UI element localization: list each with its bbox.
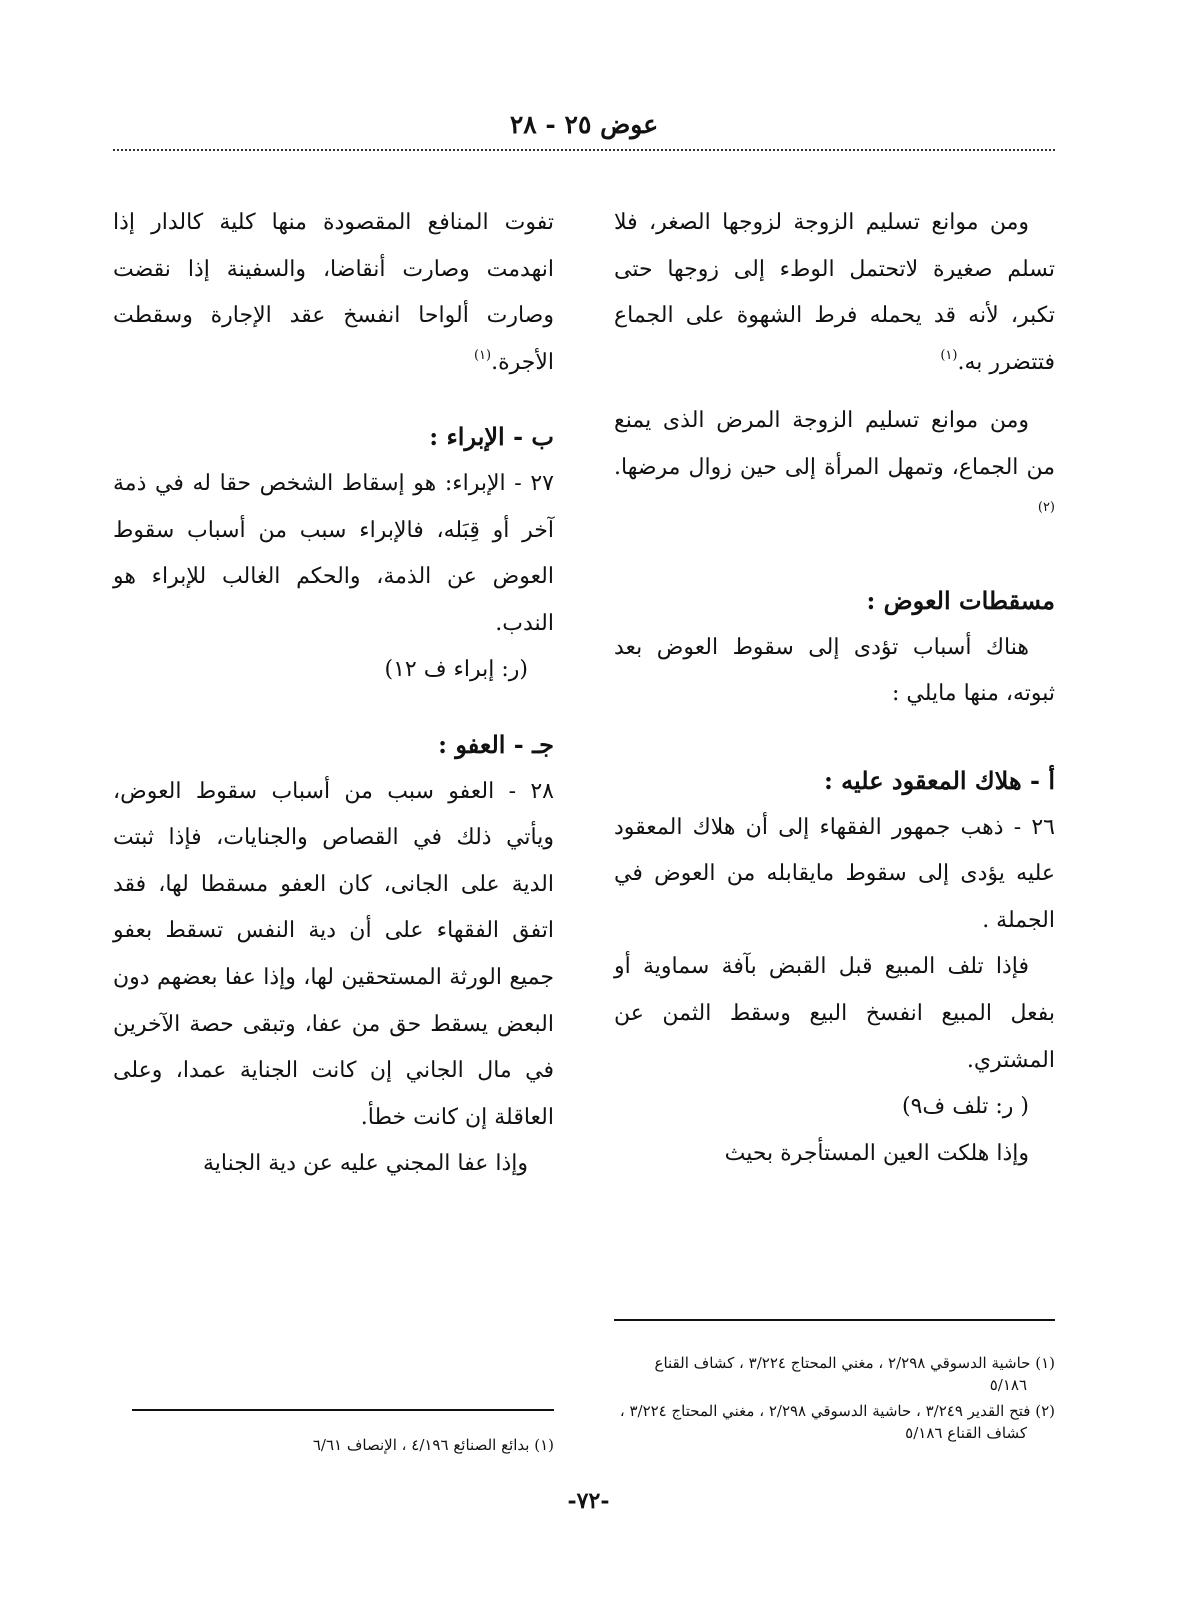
section-heading-a: أ - هلاك المعقود عليه : bbox=[823, 765, 1055, 795]
header-dotted-divider bbox=[113, 149, 1055, 151]
paragraph-27: ٢٧ - الإبراء: هو إسقاط الشخص حقا له في ذمة آخر أو قِبَله، فالإبراء سبب من أسباب سقوط العوض عن الذمة، والحكم الغالب للإبراء هو الندب. bbox=[113, 470, 554, 636]
footnote-item: (٢) فتح القدير ٣/٢٤٩ ، حاشية الدسوقي ٢/٢٩٨ ، مغني المحتاج ٣/٢٢٤ ، كشاف القناع ٥/١٨٦ bbox=[619, 1402, 1055, 1442]
cross-reference-1: ( ر: تلف ف٩) bbox=[901, 1094, 1029, 1120]
paragraph-lease-continued bbox=[113, 200, 554, 386]
section-heading-c: جـ - العفو : bbox=[438, 729, 554, 759]
footnotes-right bbox=[614, 1352, 1055, 1448]
footnote-item: (١) حاشية الدسوقي ٢/٢٩٨ ، مغني المحتاج ٣/٢٢٤ ، كشاف القناع ٥/١٨٦ bbox=[654, 1354, 1055, 1394]
right-column bbox=[614, 200, 1055, 1177]
paragraph-28: ٢٨ - العفو سبب من أسباب سقوط العوض، ويأتي ذلك في القصاص والجنايات، فإذا ثبتت الدية على الجانى، كان العفو مسقطا لها، فقد اتفق الفقهاء على أن دية النفس تسقط بعفو جميع الورثة المستحقين لها، وإذا عفا بعضهم دون البعض يسقط حق من عفا، وتبقى حصة الآخرين في مال الجاني إن كانت الجناية عمدا، وعلى العاقلة إن كانت خطأ. bbox=[113, 778, 554, 1130]
footnote-marker: (١) bbox=[940, 347, 958, 363]
left-column bbox=[113, 200, 554, 1188]
footnote-marker: (٢) bbox=[1037, 499, 1055, 515]
footnote-marker: (١) bbox=[473, 347, 492, 363]
section-heading-fall: مسقطات العوض : bbox=[866, 586, 1055, 616]
footnote-divider-left bbox=[132, 1409, 554, 1411]
section-heading-b: ب - الإبراء : bbox=[429, 422, 554, 452]
paragraph-sale-loss: فإذا تلف المبيع قبل القبض بآفة سماوية أو بفعل المبيع انفسخ البيع وسقط الثمن عن المشتري. bbox=[614, 954, 1055, 1073]
paragraph-lease-loss: وإذا هلكت العين المستأجرة بحيث bbox=[724, 1140, 1029, 1166]
paragraph-text: ومن موانع تسليم الزوجة المرض الذى يمنع من الجماع، وتمهل المرأة إلى حين زوال مرضها. bbox=[614, 408, 1055, 480]
paragraph-pardon-victim: وإذا عفا المجني عليه عن دية الجناية bbox=[203, 1151, 528, 1177]
paragraph-marriage-age bbox=[614, 200, 1055, 386]
paragraph-causes-intro: هناك أسباب تؤدى إلى سقوط العوض بعد ثبوته، منها مايلي : bbox=[614, 634, 1055, 707]
paragraph-text: تفوت المنافع المقصودة منها كلية كالدار إذا انهدمت وصارت أنقاضا، والسفينة إذا نقضت وصارت ألواحا انفسخ عقد الإجارة وسقطت الأجرة. bbox=[113, 210, 554, 375]
paragraph-illness bbox=[614, 398, 1055, 538]
cross-reference-2: (ر: إبراء ف ١٢) bbox=[384, 657, 528, 683]
paragraph-26: ٢٦ - ذهب جمهور الفقهاء إلى أن هلاك المعقود عليه يؤدى إلى سقوط مايقابله من العوض في الجملة . bbox=[614, 814, 1055, 933]
footnote-divider-right bbox=[614, 1319, 1055, 1321]
footnotes-left bbox=[132, 1434, 554, 1460]
paragraph-text: ومن موانع تسليم الزوجة لزوجها الصغر، فلا تسلم صغيرة لاتحتمل الوطء إلى زوجها حتى تكبر، لأنه قد يحمله فرط الشهوة على الجماع فتتضرر به. bbox=[614, 210, 1055, 375]
footnote-item: (١) بدائع الصنائع ٤/١٩٦ ، الإنصاف ٦/٦١ bbox=[312, 1436, 554, 1454]
page-header-title: عوض ٢٥ - ٢٨ bbox=[509, 110, 659, 139]
page-number: -٧٢- bbox=[567, 1488, 610, 1514]
